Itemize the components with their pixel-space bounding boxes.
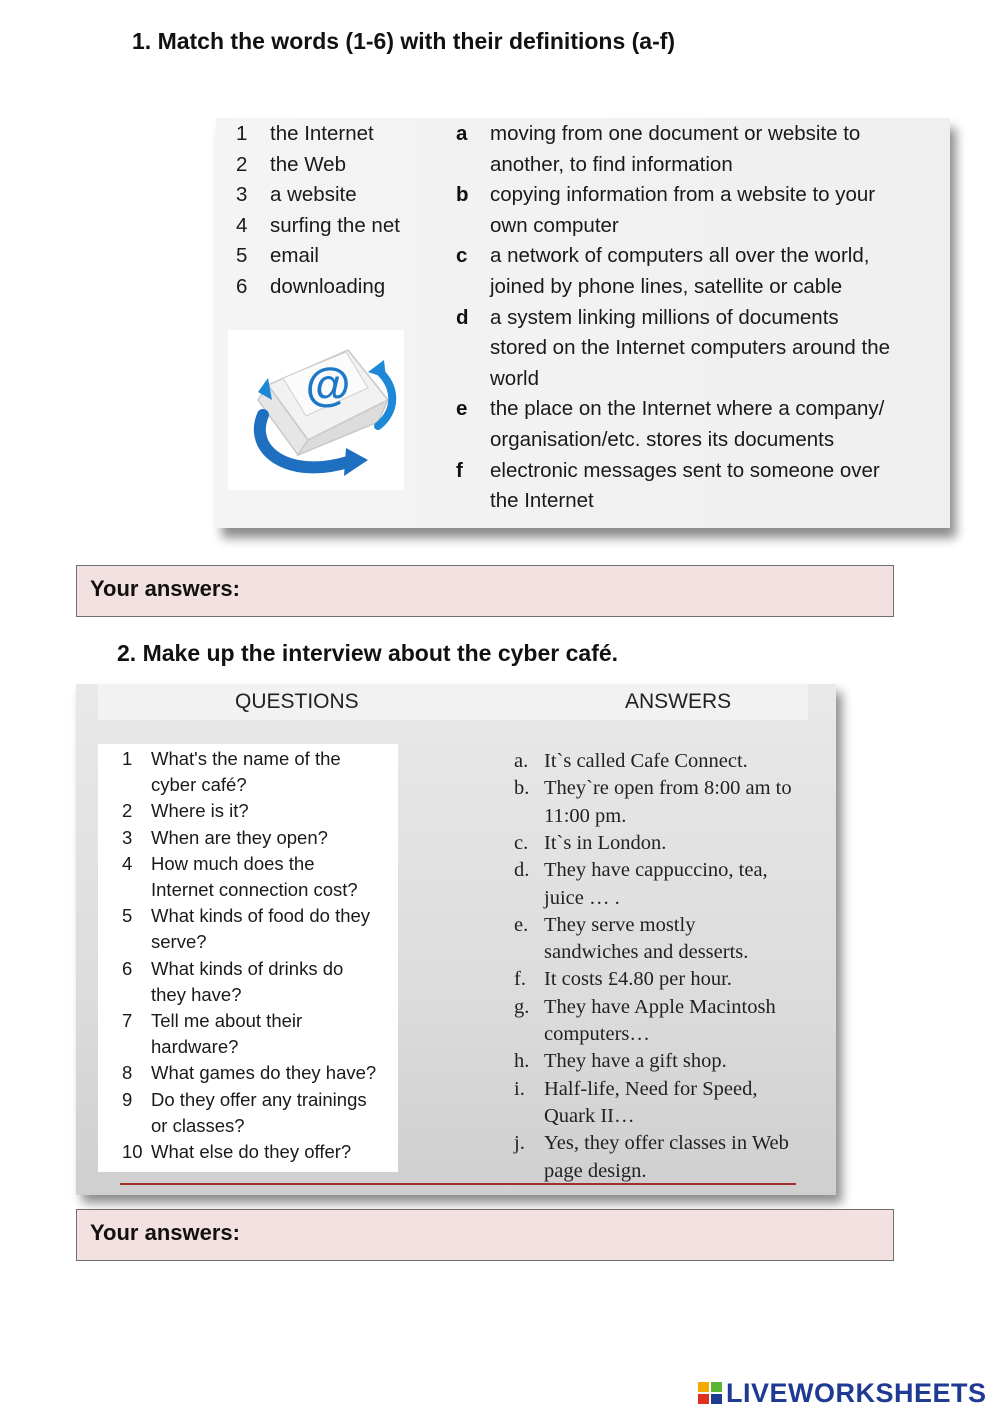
answer-text: They have Apple Macintosh xyxy=(544,995,776,1018)
definition-text: another, to find information xyxy=(490,152,733,176)
word-text: downloading xyxy=(270,275,386,298)
question-number: 8 xyxy=(122,1062,133,1084)
answer-letter: i. xyxy=(514,1077,525,1100)
question-number: 6 xyxy=(122,957,133,979)
answer-text: They`re open from 8:00 am to xyxy=(544,777,792,800)
definition-letter: c xyxy=(456,244,468,268)
word-number: 4 xyxy=(236,213,248,237)
definition-text: own computer xyxy=(490,213,619,237)
answer-text: Quark II… xyxy=(544,1104,635,1127)
question-text: Where is it? xyxy=(151,800,249,822)
question-number: 10 xyxy=(122,1141,143,1162)
question-text: When are they open? xyxy=(151,826,328,848)
answers-box-2[interactable] xyxy=(76,1209,894,1261)
question-text: What games do they have? xyxy=(151,1062,377,1084)
definition-letter: d xyxy=(456,305,469,329)
answer-text: 11:00 pm. xyxy=(544,804,627,827)
word-text: the Web xyxy=(270,152,346,176)
question-number: 4 xyxy=(122,852,133,874)
definition-letter: a xyxy=(456,122,468,145)
answer-letter: a. xyxy=(514,750,529,772)
answer-text: They have a gift shop. xyxy=(544,1050,727,1073)
definition-text: copying information from a website to your xyxy=(490,183,876,207)
definition-letter: e xyxy=(456,397,468,421)
column-header-bar xyxy=(98,684,808,720)
definition-text: stored on the Internet computers around the xyxy=(490,336,891,360)
word-number: 5 xyxy=(236,244,248,268)
question-text: What's the name of the xyxy=(151,748,341,769)
question-text: cyber café? xyxy=(151,774,247,796)
email-image xyxy=(228,330,404,490)
question-text: What else do they offer? xyxy=(151,1141,352,1162)
divider-line xyxy=(120,1183,796,1185)
logo-text: LIVEWORKSHEETS xyxy=(726,1377,987,1408)
word-text: the Internet xyxy=(270,122,374,145)
word-number: 1 xyxy=(236,122,248,145)
answer-text: They have cappuccino, tea, xyxy=(544,859,768,882)
questions-list xyxy=(98,744,398,1172)
definition-text: the place on the Internet where a company/ xyxy=(490,397,885,421)
answer-text: It`s called Cafe Connect. xyxy=(544,750,748,772)
answers-label-1: Your answers: xyxy=(90,576,240,601)
word-text: a website xyxy=(270,183,357,207)
question-number: 2 xyxy=(122,800,133,822)
definition-letter: f xyxy=(456,458,463,482)
section2-heading: 2. Make up the interview about the cyber café. xyxy=(117,640,619,666)
question-number: 9 xyxy=(122,1088,133,1110)
definition-text: a network of computers all over the world, xyxy=(490,244,870,268)
word-text: surfing the net xyxy=(270,213,400,237)
email-at-icon xyxy=(228,330,404,490)
answer-text: It`s in London. xyxy=(544,831,667,854)
question-number: 3 xyxy=(122,826,133,848)
answer-letter: j. xyxy=(514,1132,525,1155)
word-number: 2 xyxy=(236,152,248,176)
answer-text: computers… xyxy=(544,1023,650,1045)
answer-letter: b. xyxy=(514,777,530,800)
answer-text: It costs £4.80 per hour. xyxy=(544,968,732,991)
question-text: they have? xyxy=(151,983,242,1005)
answer-letter: f. xyxy=(514,968,526,991)
answer-letter: g. xyxy=(514,995,530,1018)
question-text: Internet connection cost? xyxy=(151,879,358,900)
answer-letter: c. xyxy=(514,831,529,854)
question-text: Tell me about their xyxy=(151,1010,303,1031)
question-text: Do they offer any trainings xyxy=(151,1088,367,1110)
question-text: serve? xyxy=(151,931,207,953)
answer-letter: h. xyxy=(514,1050,530,1073)
answer-text: juice … . xyxy=(544,886,620,909)
word-item xyxy=(236,244,319,268)
answers-box-1[interactable] xyxy=(76,565,894,617)
definition-letter: b xyxy=(456,183,469,207)
answer-text: Yes, they offer classes in Web xyxy=(544,1132,789,1155)
word-item xyxy=(236,214,400,238)
question-text: or classes? xyxy=(151,1114,245,1136)
answer-text: sandwiches and desserts. xyxy=(544,941,749,964)
definition-text: organisation/etc. stores its documents xyxy=(490,428,835,451)
question-number: 5 xyxy=(122,905,133,927)
answer-text: They serve mostly xyxy=(544,913,696,936)
question-number: 7 xyxy=(122,1010,133,1031)
word-number: 6 xyxy=(236,275,248,298)
word-item xyxy=(236,275,385,299)
definition-text: world xyxy=(490,366,539,390)
answers-title: ANSWERS xyxy=(625,690,732,713)
answers-label-2: Your answers: xyxy=(90,1220,240,1245)
definition-text: a system linking millions of documents xyxy=(490,305,839,329)
definition-text: moving from one document or website to xyxy=(490,122,861,145)
question-text: How much does the xyxy=(151,852,315,874)
questions-title: QUESTIONS xyxy=(235,690,359,713)
liveworksheets-logo-icon xyxy=(698,1380,724,1406)
word-item xyxy=(236,183,357,207)
question-text: What kinds of drinks do xyxy=(151,957,344,979)
word-item xyxy=(236,122,374,146)
question-number: 1 xyxy=(122,748,133,769)
liveworksheets-logo xyxy=(698,1378,987,1408)
vocabulary-matching-panel xyxy=(216,118,950,528)
answer-text: page design. xyxy=(544,1159,647,1182)
definition-text: the Internet xyxy=(490,489,594,513)
interview-panel xyxy=(76,684,836,1195)
word-text: email xyxy=(270,244,319,268)
section1-heading: 1. Match the words (1-6) with their definitions (a-f) xyxy=(132,28,676,54)
definition-text: electronic messages sent to someone over xyxy=(490,458,880,482)
word-number: 3 xyxy=(236,183,248,207)
svg-text:@: @ xyxy=(305,358,351,410)
definition-text: joined by phone lines, satellite or cable xyxy=(490,275,843,298)
answer-letter: e. xyxy=(514,913,529,936)
answer-text: Half-life, Need for Speed, xyxy=(544,1077,758,1100)
answer-letter: d. xyxy=(514,859,530,882)
question-text: hardware? xyxy=(151,1036,239,1058)
word-item xyxy=(236,153,346,177)
question-text: What kinds of food do they xyxy=(151,905,371,927)
